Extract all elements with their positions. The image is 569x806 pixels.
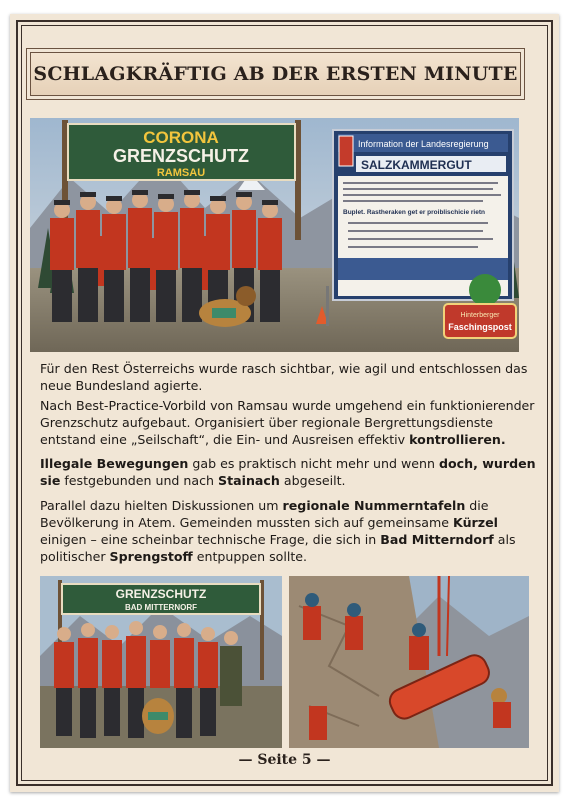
p3-text-2: festgebunden und nach (60, 473, 219, 488)
p4-bold-2: Kürzel (453, 515, 498, 530)
p3-text-3: abgeseilt. (279, 473, 346, 488)
paragraph-3 (40, 455, 540, 489)
headline-title: SCHLAGKRÄFTIG AB DER ERSTEN MINUTE (33, 63, 518, 85)
bottom-sign-line1: GRENZSCHUTZ (115, 587, 207, 601)
p3-bold-3: Stainach (218, 473, 280, 488)
p4-text-5: entpuppen sollte. (192, 549, 308, 564)
bottom-left-illustration (40, 576, 282, 748)
p3-bold-2: doch, wurden sie (40, 456, 536, 488)
p4-bold-4: Sprengstoff (109, 549, 193, 564)
hero-sign-line1: CORONA (143, 128, 219, 147)
info-board-title: Information der Landesregierung (358, 139, 489, 149)
p4-text-1: Parallel dazu hielten Diskussionen um (40, 498, 283, 513)
paragraph-2-text: Nach Best-Practice-Vorbild von Ramsau wurde umgehend ein funktionierender Grenzschutz aufgebaut. Organisiert über regionale Bergrettungsdienste entstand eine „Seilschaft“, die Ein- und Ausreisen effektiv (40, 398, 535, 447)
bottom-sign-line2: BAD MITTERNORF (125, 603, 197, 612)
hero-illustration (30, 118, 519, 352)
hero-scene (30, 118, 519, 352)
info-board-subheading: Buplet. Rastheraken get er proiblischicie rietn (343, 209, 485, 216)
info-board-region: SALZKAMMERGUT (361, 158, 472, 172)
bottom-right-illustration (289, 576, 529, 748)
hero-sign-line2: GRENZSCHUTZ (113, 146, 249, 166)
p4-bold-3: Bad Mitterndorf (380, 532, 494, 547)
badge-line1: Hinterberger (460, 312, 500, 319)
p3-text-1: gab es praktisch nicht mehr und wenn (188, 456, 440, 471)
p4-text-3: einigen – eine scheinbar technische Frage, die sich in (40, 532, 381, 547)
paragraph-2-bold: kontrollieren. (409, 432, 506, 447)
coat-of-arms-icon (339, 136, 353, 166)
p4-text-4: als politischer (40, 532, 516, 564)
hero-sign-line3: RAMSAU (156, 167, 206, 179)
page-number: — Seite 5 — (238, 752, 331, 768)
p4-text-2: die Bevölkerung in Atem. Gemeinden mussten sich auf gemeinsame (40, 498, 489, 530)
p3-bold-1: Illegale Bewegungen (40, 456, 189, 471)
paragraph-1: Für den Rest Österreichs wurde rasch sichtbar, wie agil und entschlossen das neue Bundesland agierte. (40, 361, 528, 393)
p4-bold-1: regionale Nummerntafeln (282, 498, 466, 513)
headline-banner (30, 52, 521, 96)
badge-line2: Faschingspost (448, 322, 512, 332)
paragraph-4 (40, 497, 540, 565)
paragraph-2 (40, 397, 540, 448)
